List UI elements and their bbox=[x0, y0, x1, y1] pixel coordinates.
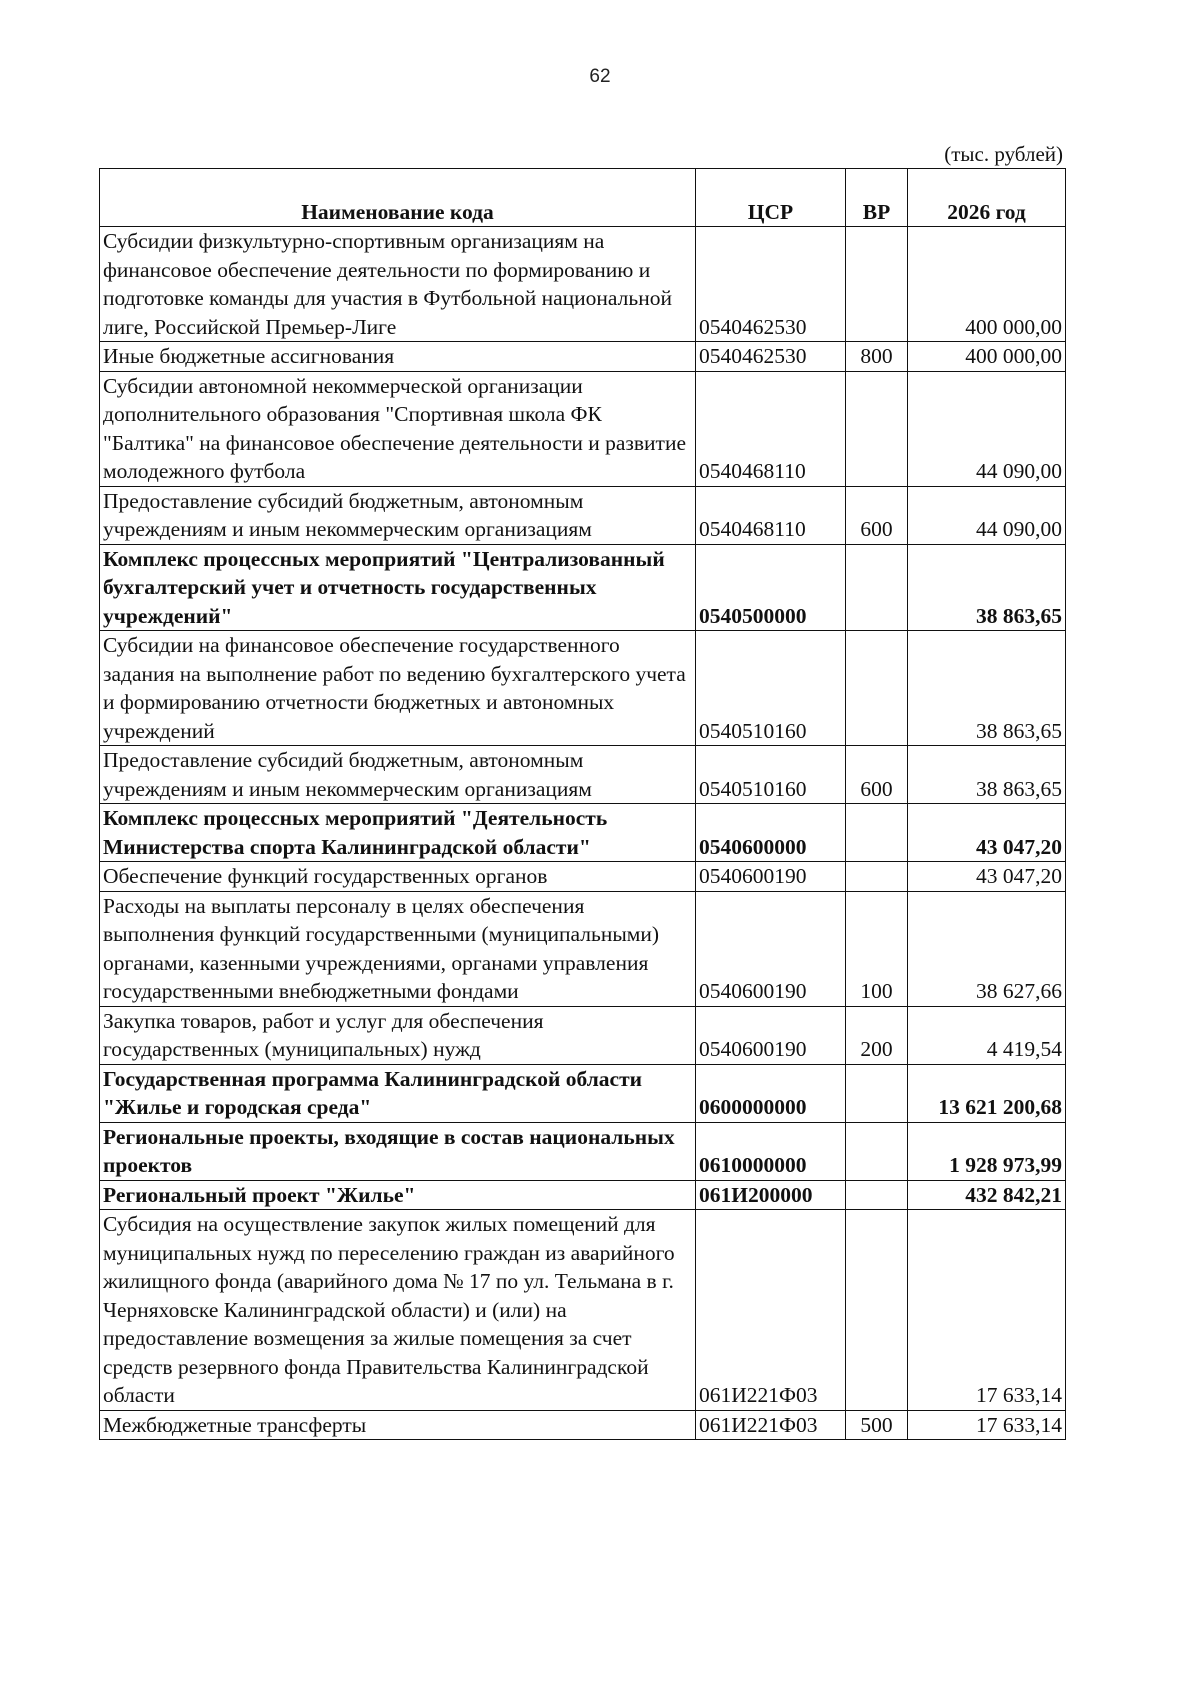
row-amount-cell: 38 863,65 bbox=[908, 746, 1066, 804]
row-amount-cell: 38 863,65 bbox=[908, 631, 1066, 746]
row-csr-cell: 0540468110 bbox=[696, 371, 846, 486]
row-csr-cell: 0600000000 bbox=[696, 1064, 846, 1122]
units-label: (тыс. рублей) bbox=[944, 142, 1063, 166]
row-name-cell: Субсидии автономной некоммерческой организации дополнительного образования "Спортивная школа ФК "Балтика" на финансовое обеспечение деятельности и развитие молодежного футбола bbox=[100, 371, 696, 486]
table-row bbox=[100, 371, 1066, 486]
row-csr-cell: 061И221Ф03 bbox=[696, 1410, 846, 1440]
row-name-cell: Субсидии на финансовое обеспечение государственного задания на выполнение работ по ведению бухгалтерского учета и формированию отчетности бюджетных и автономных учреждений bbox=[100, 631, 696, 746]
table-row bbox=[100, 891, 1066, 1006]
row-vr-cell bbox=[846, 862, 908, 892]
table-row bbox=[100, 862, 1066, 892]
row-csr-cell: 0540462530 bbox=[696, 227, 846, 342]
table-row bbox=[100, 1410, 1066, 1440]
row-csr-cell: 0540600190 bbox=[696, 891, 846, 1006]
row-vr-cell: 200 bbox=[846, 1006, 908, 1064]
table-header-row bbox=[100, 169, 1066, 227]
row-csr-cell: 0540510160 bbox=[696, 746, 846, 804]
row-name-cell: Региональные проекты, входящие в состав национальных проектов bbox=[100, 1122, 696, 1180]
row-amount-cell: 1 928 973,99 bbox=[908, 1122, 1066, 1180]
row-csr-cell: 0540510160 bbox=[696, 631, 846, 746]
row-name-cell: Комплекс процессных мероприятий "Централизованный бухгалтерский учет и отчетность государственных учреждений" bbox=[100, 544, 696, 631]
row-amount-cell: 17 633,14 bbox=[908, 1210, 1066, 1411]
row-vr-cell bbox=[846, 1210, 908, 1411]
row-csr-cell: 0610000000 bbox=[696, 1122, 846, 1180]
row-amount-cell: 400 000,00 bbox=[908, 342, 1066, 372]
row-amount-cell: 432 842,21 bbox=[908, 1180, 1066, 1210]
row-name-cell: Предоставление субсидий бюджетным, автономным учреждениям и иным некоммерческим организациям bbox=[100, 486, 696, 544]
header-vr: ВР bbox=[846, 169, 908, 227]
row-csr-cell: 0540462530 bbox=[696, 342, 846, 372]
row-vr-cell: 600 bbox=[846, 746, 908, 804]
row-name-cell: Иные бюджетные ассигнования bbox=[100, 342, 696, 372]
table-row bbox=[100, 1122, 1066, 1180]
row-vr-cell bbox=[846, 227, 908, 342]
row-amount-cell: 400 000,00 bbox=[908, 227, 1066, 342]
row-vr-cell bbox=[846, 544, 908, 631]
row-name-cell: Комплекс процессных мероприятий "Деятельность Министерства спорта Калининградской области" bbox=[100, 804, 696, 862]
row-amount-cell: 43 047,20 bbox=[908, 862, 1066, 892]
row-name-cell: Субсидия на осуществление закупок жилых помещений для муниципальных нужд по переселению граждан из аварийного жилищного фонда (аварийного дома № 17 по ул. Тельмана в г. Черняховске Калининградской области) и (или) на предоставление возмещения за жилые помещения за счет средств резервного фонда Правительства Калининградской области bbox=[100, 1210, 696, 1411]
budget-table bbox=[99, 168, 1066, 1440]
page-number: 62 bbox=[589, 66, 611, 87]
header-csr: ЦСР bbox=[696, 169, 846, 227]
row-csr-cell: 061И200000 bbox=[696, 1180, 846, 1210]
row-vr-cell bbox=[846, 804, 908, 862]
row-name-cell: Региональный проект "Жилье" bbox=[100, 1180, 696, 1210]
table-row bbox=[100, 1210, 1066, 1411]
row-name-cell: Расходы на выплаты персоналу в целях обеспечения выполнения функций государственными (муниципальными) органами, казенными учреждениями, органами управления государственными внебюджетными фондами bbox=[100, 891, 696, 1006]
row-name-cell: Обеспечение функций государственных органов bbox=[100, 862, 696, 892]
table-row bbox=[100, 486, 1066, 544]
row-amount-cell: 13 621 200,68 bbox=[908, 1064, 1066, 1122]
row-csr-cell: 061И221Ф03 bbox=[696, 1210, 846, 1411]
row-amount-cell: 44 090,00 bbox=[908, 371, 1066, 486]
row-amount-cell: 43 047,20 bbox=[908, 804, 1066, 862]
row-amount-cell: 17 633,14 bbox=[908, 1410, 1066, 1440]
row-vr-cell bbox=[846, 371, 908, 486]
row-vr-cell: 100 bbox=[846, 891, 908, 1006]
table-row bbox=[100, 342, 1066, 372]
row-csr-cell: 0540600190 bbox=[696, 1006, 846, 1064]
table-row bbox=[100, 227, 1066, 342]
row-name-cell: Субсидии физкультурно-спортивным организациям на финансовое обеспечение деятельности по формированию и подготовке команды для участия в Футбольной национальной лиге, Российской Премьер-Лиге bbox=[100, 227, 696, 342]
row-vr-cell: 800 bbox=[846, 342, 908, 372]
table-row bbox=[100, 1006, 1066, 1064]
row-vr-cell bbox=[846, 1064, 908, 1122]
table-row bbox=[100, 1064, 1066, 1122]
row-csr-cell: 0540600190 bbox=[696, 862, 846, 892]
row-name-cell: Государственная программа Калининградской области "Жилье и городская среда" bbox=[100, 1064, 696, 1122]
row-vr-cell bbox=[846, 631, 908, 746]
row-vr-cell: 600 bbox=[846, 486, 908, 544]
row-vr-cell bbox=[846, 1180, 908, 1210]
row-vr-cell: 500 bbox=[846, 1410, 908, 1440]
row-amount-cell: 38 627,66 bbox=[908, 891, 1066, 1006]
row-amount-cell: 38 863,65 bbox=[908, 544, 1066, 631]
row-csr-cell: 0540600000 bbox=[696, 804, 846, 862]
table-row bbox=[100, 544, 1066, 631]
row-name-cell: Межбюджетные трансферты bbox=[100, 1410, 696, 1440]
row-amount-cell: 4 419,54 bbox=[908, 1006, 1066, 1064]
table-row bbox=[100, 1180, 1066, 1210]
row-name-cell: Закупка товаров, работ и услуг для обеспечения государственных (муниципальных) нужд bbox=[100, 1006, 696, 1064]
table-body bbox=[100, 227, 1066, 1440]
row-csr-cell: 0540500000 bbox=[696, 544, 846, 631]
header-name: Наименование кода bbox=[100, 169, 696, 227]
table-row bbox=[100, 804, 1066, 862]
header-year: 2026 год bbox=[908, 169, 1066, 227]
table-row bbox=[100, 746, 1066, 804]
row-csr-cell: 0540468110 bbox=[696, 486, 846, 544]
row-name-cell: Предоставление субсидий бюджетным, автономным учреждениям и иным некоммерческим организациям bbox=[100, 746, 696, 804]
row-vr-cell bbox=[846, 1122, 908, 1180]
table-row bbox=[100, 631, 1066, 746]
row-amount-cell: 44 090,00 bbox=[908, 486, 1066, 544]
